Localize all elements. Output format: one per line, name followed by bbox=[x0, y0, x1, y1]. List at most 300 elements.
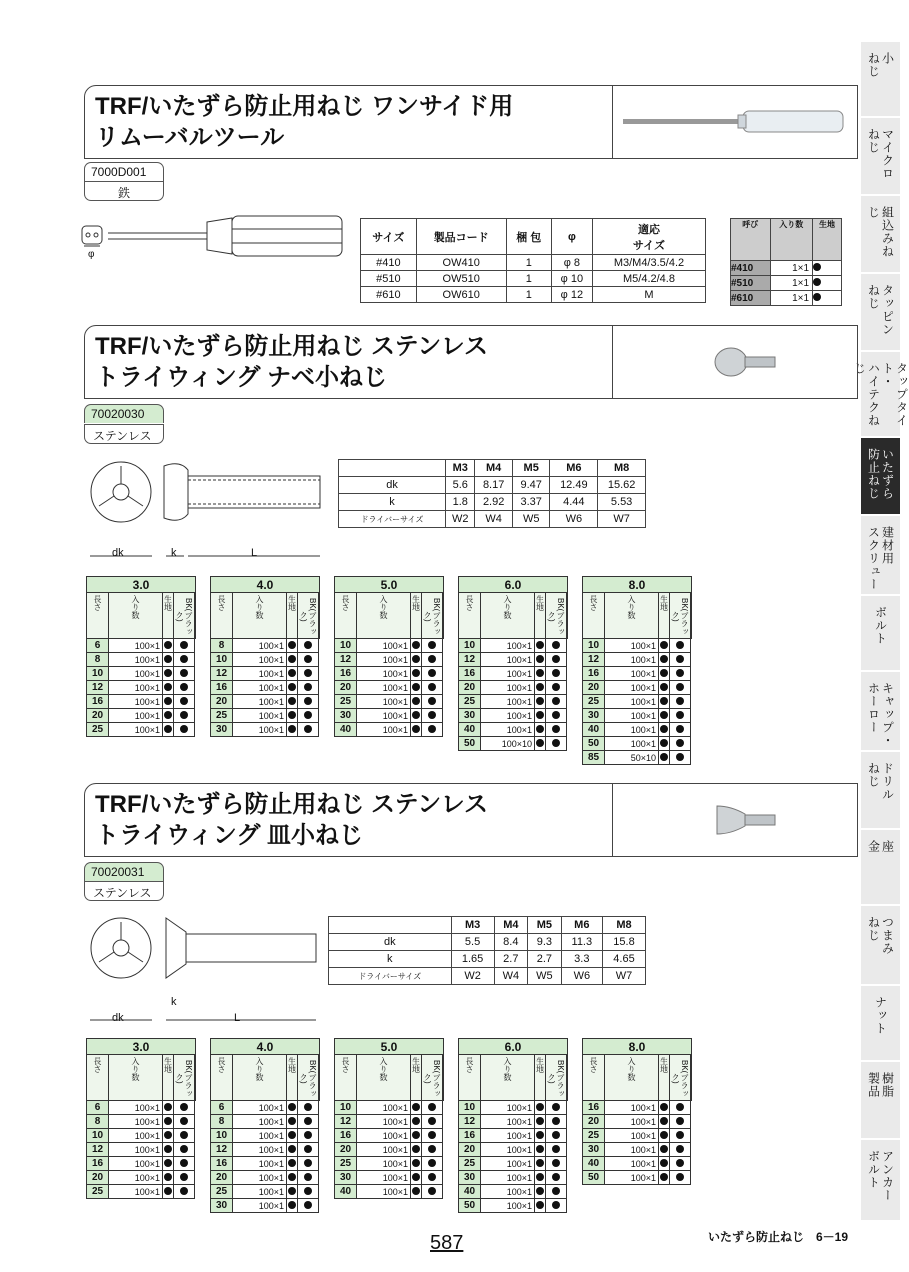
available-dot bbox=[813, 278, 821, 286]
available-dot bbox=[428, 1173, 436, 1181]
col-header: 長さ bbox=[93, 1057, 102, 1073]
col-header: 入り数 bbox=[379, 595, 388, 619]
qty-cell: 100×1 bbox=[357, 1185, 411, 1199]
dim-cell: W6 bbox=[561, 968, 602, 985]
side-tab-label: 建材用 スクリュー bbox=[866, 526, 895, 591]
qty-cell: 100×1 bbox=[357, 723, 411, 737]
qty-cell: 100×1 bbox=[605, 709, 659, 723]
side-tab[interactable] bbox=[861, 118, 900, 196]
screwdriver-icon bbox=[613, 86, 857, 158]
side-tab[interactable] bbox=[861, 986, 900, 1062]
side-tab-label: マイクロ ねじ bbox=[866, 128, 895, 180]
avail-cell bbox=[659, 681, 670, 695]
avail-cell bbox=[174, 1101, 195, 1115]
dim-cell: 1.65 bbox=[451, 951, 494, 968]
avail-cell bbox=[174, 1129, 195, 1143]
length-cell: 10 bbox=[211, 653, 233, 667]
side-tab[interactable] bbox=[861, 438, 900, 516]
size-table bbox=[458, 1038, 568, 1213]
available-dot bbox=[552, 1131, 560, 1139]
qty-cell: 100×1 bbox=[109, 1185, 163, 1199]
avail-cell bbox=[298, 1199, 319, 1213]
avail-cell bbox=[422, 1115, 443, 1129]
table-row bbox=[459, 737, 568, 751]
avail-cell bbox=[163, 639, 174, 653]
package-header: 呼び bbox=[731, 219, 771, 261]
available-dot bbox=[304, 641, 312, 649]
avail-cell bbox=[422, 1171, 443, 1185]
tool-drawing bbox=[82, 212, 352, 262]
pan-screw-photo bbox=[613, 326, 857, 398]
avail-cell bbox=[298, 681, 319, 695]
side-tab-label: 座 金 bbox=[866, 840, 895, 853]
avail-cell bbox=[670, 653, 691, 667]
avail-cell bbox=[546, 1157, 567, 1171]
length-cell: 16 bbox=[211, 1157, 233, 1171]
size-table bbox=[210, 1038, 320, 1213]
available-dot bbox=[164, 1103, 172, 1111]
side-tab[interactable] bbox=[861, 516, 900, 596]
available-dot bbox=[536, 739, 544, 747]
table-row bbox=[211, 709, 320, 723]
size-table bbox=[334, 1038, 444, 1199]
table-row bbox=[87, 1115, 196, 1129]
length-cell: 16 bbox=[583, 667, 605, 681]
table-row bbox=[211, 1101, 320, 1115]
available-dot bbox=[288, 683, 296, 691]
dim-cell: W4 bbox=[475, 511, 513, 528]
qty-cell: 100×1 bbox=[357, 1171, 411, 1185]
qty-cell: 100×1 bbox=[233, 1157, 287, 1171]
table-row bbox=[335, 1129, 444, 1143]
available-dot bbox=[164, 669, 172, 677]
length-cell: 12 bbox=[211, 1143, 233, 1157]
length-cell: 12 bbox=[87, 1143, 109, 1157]
table-row bbox=[87, 667, 196, 681]
qty-cell: 100×1 bbox=[605, 1171, 659, 1185]
avail-cell bbox=[163, 1115, 174, 1129]
table-row bbox=[211, 667, 320, 681]
available-dot bbox=[412, 711, 420, 719]
qty-cell: 100×1 bbox=[233, 1101, 287, 1115]
side-tab[interactable] bbox=[861, 274, 900, 352]
side-tab-label: ボルト bbox=[873, 606, 888, 645]
available-dot bbox=[180, 1159, 188, 1167]
side-tab[interactable] bbox=[861, 906, 900, 986]
length-cell: 30 bbox=[583, 1143, 605, 1157]
available-dot bbox=[660, 1117, 668, 1125]
col-header: BK(ブラック) bbox=[299, 597, 318, 636]
base-cell bbox=[813, 276, 842, 291]
dim-header bbox=[339, 460, 446, 477]
col-header: BK(ブラック) bbox=[547, 1059, 566, 1098]
flat-screw-icon bbox=[613, 784, 857, 856]
available-dot bbox=[660, 669, 668, 677]
available-dot bbox=[164, 1131, 172, 1139]
avail-cell bbox=[546, 709, 567, 723]
col-header: BK(ブラック) bbox=[175, 597, 194, 636]
dim-cell: W2 bbox=[446, 511, 475, 528]
side-tab-label: つまみ ねじ bbox=[866, 916, 895, 955]
table-row bbox=[583, 751, 692, 765]
avail-cell bbox=[411, 667, 422, 681]
table-row bbox=[211, 1171, 320, 1185]
size-cell: #610 bbox=[731, 291, 771, 306]
available-dot bbox=[304, 1103, 312, 1111]
qty-cell: 100×1 bbox=[605, 1101, 659, 1115]
spec-header: 梱 包 bbox=[506, 219, 551, 255]
available-dot bbox=[412, 1173, 420, 1181]
col-header: 生地 bbox=[287, 595, 297, 611]
table-row bbox=[87, 681, 196, 695]
length-cell: 50 bbox=[459, 737, 481, 751]
available-dot bbox=[180, 655, 188, 663]
available-dot bbox=[164, 711, 172, 719]
available-dot bbox=[304, 697, 312, 705]
dim-cell: k bbox=[339, 494, 446, 511]
available-dot bbox=[164, 1173, 172, 1181]
length-cell: 16 bbox=[335, 1129, 357, 1143]
table-row bbox=[339, 511, 646, 528]
length-cell: 20 bbox=[335, 1143, 357, 1157]
dk-label: dk bbox=[112, 1012, 124, 1024]
avail-cell bbox=[411, 695, 422, 709]
side-tab-label: タッピン ねじ bbox=[866, 284, 895, 336]
avail-cell bbox=[287, 639, 298, 653]
available-dot bbox=[428, 711, 436, 719]
table-row bbox=[87, 1101, 196, 1115]
available-dot bbox=[428, 683, 436, 691]
avail-cell bbox=[163, 1143, 174, 1157]
available-dot bbox=[180, 725, 188, 733]
available-dot bbox=[660, 711, 668, 719]
qty-cell: 100×1 bbox=[233, 1143, 287, 1157]
avail-cell bbox=[163, 1157, 174, 1171]
avail-cell bbox=[659, 751, 670, 765]
available-dot bbox=[412, 655, 420, 663]
size-cell: #410 bbox=[731, 261, 771, 276]
qty-cell: 100×1 bbox=[109, 639, 163, 653]
avail-cell bbox=[287, 1101, 298, 1115]
avail-cell bbox=[535, 1129, 546, 1143]
avail-cell bbox=[174, 1171, 195, 1185]
avail-cell bbox=[287, 681, 298, 695]
spec-header: 製品コード bbox=[416, 219, 506, 255]
col-header: 入り数 bbox=[503, 1057, 512, 1081]
side-tab[interactable] bbox=[861, 672, 900, 752]
spec-cell: OW410 bbox=[416, 255, 506, 271]
material-tag: 鉄 bbox=[84, 181, 164, 201]
dim-header: M3 bbox=[451, 917, 494, 934]
length-cell: 20 bbox=[211, 1171, 233, 1185]
table-row bbox=[583, 667, 692, 681]
avail-cell bbox=[535, 723, 546, 737]
avail-cell bbox=[535, 737, 546, 751]
avail-cell bbox=[659, 1129, 670, 1143]
size-cell: #510 bbox=[731, 276, 771, 291]
avail-cell bbox=[298, 1115, 319, 1129]
table-row bbox=[361, 287, 706, 303]
qty-cell: 100×1 bbox=[357, 1115, 411, 1129]
length-cell: 30 bbox=[459, 709, 481, 723]
available-dot bbox=[660, 683, 668, 691]
qty-cell: 100×1 bbox=[605, 639, 659, 653]
available-dot bbox=[412, 1117, 420, 1125]
available-dot bbox=[304, 683, 312, 691]
available-dot bbox=[660, 697, 668, 705]
spec-cell: φ 8 bbox=[551, 255, 592, 271]
col-header: 生地 bbox=[411, 595, 421, 611]
avail-cell bbox=[174, 723, 195, 737]
col-header: 生地 bbox=[535, 595, 545, 611]
side-tab-label: ドリル ねじ bbox=[866, 762, 895, 801]
length-cell: 50 bbox=[583, 1171, 605, 1185]
side-tab[interactable] bbox=[861, 830, 900, 906]
dim-cell: 9.47 bbox=[512, 477, 550, 494]
avail-cell bbox=[422, 1157, 443, 1171]
length-cell: 20 bbox=[583, 1115, 605, 1129]
avail-cell bbox=[287, 653, 298, 667]
avail-cell bbox=[535, 1185, 546, 1199]
avail-cell bbox=[659, 1115, 670, 1129]
available-dot bbox=[552, 669, 560, 677]
avail-cell bbox=[411, 1157, 422, 1171]
qty-cell: 100×1 bbox=[233, 653, 287, 667]
available-dot bbox=[428, 1117, 436, 1125]
avail-cell bbox=[659, 695, 670, 709]
length-cell: 25 bbox=[211, 1185, 233, 1199]
qty-cell: 100×1 bbox=[357, 1101, 411, 1115]
dim-header: M3 bbox=[446, 460, 475, 477]
package-header: 生地 bbox=[813, 219, 842, 261]
avail-cell bbox=[298, 695, 319, 709]
available-dot bbox=[536, 1117, 544, 1125]
size-table bbox=[582, 1038, 692, 1185]
avail-cell bbox=[535, 1199, 546, 1213]
available-dot bbox=[660, 1159, 668, 1167]
avail-cell bbox=[535, 1157, 546, 1171]
side-tab[interactable] bbox=[861, 1140, 900, 1222]
table-row bbox=[211, 1199, 320, 1213]
col-header: 長さ bbox=[217, 595, 226, 611]
dim-header bbox=[329, 917, 452, 934]
dim-cell: 2.7 bbox=[528, 951, 562, 968]
table-row bbox=[335, 1157, 444, 1171]
qty-cell: 100×1 bbox=[233, 1199, 287, 1213]
avail-cell bbox=[670, 681, 691, 695]
avail-cell bbox=[670, 723, 691, 737]
avail-cell bbox=[163, 1185, 174, 1199]
available-dot bbox=[164, 1117, 172, 1125]
side-tab[interactable] bbox=[861, 1062, 900, 1140]
available-dot bbox=[288, 641, 296, 649]
side-tab-label: 組込みね じ bbox=[866, 206, 895, 258]
qty-cell: 100×1 bbox=[233, 1171, 287, 1185]
col-header: 入り数 bbox=[627, 1057, 636, 1081]
table-row bbox=[87, 1185, 196, 1199]
avail-cell bbox=[298, 1101, 319, 1115]
qty-cell: 100×1 bbox=[481, 723, 535, 737]
avail-cell bbox=[287, 1171, 298, 1185]
available-dot bbox=[304, 1117, 312, 1125]
table-row bbox=[459, 723, 568, 737]
avail-cell bbox=[411, 681, 422, 695]
table-row bbox=[583, 1101, 692, 1115]
table-row bbox=[459, 1171, 568, 1185]
available-dot bbox=[552, 1117, 560, 1125]
length-cell: 12 bbox=[459, 1115, 481, 1129]
dim-cell: 5.5 bbox=[451, 934, 494, 951]
qty-cell: 100×1 bbox=[109, 1157, 163, 1171]
available-dot bbox=[813, 263, 821, 271]
material-tag: ステンレス bbox=[84, 424, 164, 444]
qty-cell: 50×10 bbox=[605, 751, 659, 765]
available-dot bbox=[552, 1173, 560, 1181]
spec-cell: φ 12 bbox=[551, 287, 592, 303]
avail-cell bbox=[535, 709, 546, 723]
table-row bbox=[335, 681, 444, 695]
available-dot bbox=[536, 1187, 544, 1195]
available-dot bbox=[304, 711, 312, 719]
avail-cell bbox=[163, 1129, 174, 1143]
side-tab[interactable] bbox=[861, 596, 900, 672]
avail-cell bbox=[659, 1101, 670, 1115]
available-dot bbox=[676, 1117, 684, 1125]
qty-cell: 100×1 bbox=[109, 653, 163, 667]
size-header: 6.0 bbox=[459, 1039, 568, 1055]
qty-cell: 100×1 bbox=[109, 681, 163, 695]
available-dot bbox=[536, 711, 544, 719]
available-dot bbox=[180, 711, 188, 719]
table-row bbox=[459, 695, 568, 709]
qty-cell: 1×1 bbox=[770, 261, 813, 276]
spec-cell: OW510 bbox=[416, 271, 506, 287]
spec-cell: M bbox=[592, 287, 705, 303]
qty-cell: 100×1 bbox=[605, 667, 659, 681]
col-header: 入り数 bbox=[131, 1057, 140, 1081]
available-dot bbox=[660, 753, 668, 761]
table-row bbox=[583, 653, 692, 667]
available-dot bbox=[676, 1131, 684, 1139]
L-label: L bbox=[251, 547, 258, 559]
dim-cell: 11.3 bbox=[561, 934, 602, 951]
avail-cell bbox=[670, 667, 691, 681]
available-dot bbox=[288, 655, 296, 663]
length-cell: 30 bbox=[211, 723, 233, 737]
length-cell: 20 bbox=[583, 681, 605, 695]
dim-cell: W6 bbox=[550, 511, 598, 528]
available-dot bbox=[536, 641, 544, 649]
size-header: 5.0 bbox=[335, 1039, 444, 1055]
avail-cell bbox=[535, 1143, 546, 1157]
side-tab[interactable] bbox=[861, 42, 900, 118]
avail-cell bbox=[298, 639, 319, 653]
avail-cell bbox=[659, 639, 670, 653]
dim-cell: 2.92 bbox=[475, 494, 513, 511]
table-row bbox=[459, 1115, 568, 1129]
available-dot bbox=[536, 697, 544, 705]
table-row bbox=[335, 709, 444, 723]
avail-cell bbox=[546, 1185, 567, 1199]
qty-cell: 100×1 bbox=[357, 639, 411, 653]
dim-cell: W7 bbox=[603, 968, 646, 985]
available-dot bbox=[164, 697, 172, 705]
avail-cell bbox=[659, 1157, 670, 1171]
length-cell: 16 bbox=[459, 1129, 481, 1143]
qty-cell: 100×1 bbox=[481, 1129, 535, 1143]
avail-cell bbox=[670, 737, 691, 751]
table-row bbox=[583, 695, 692, 709]
side-tab[interactable] bbox=[861, 752, 900, 830]
dim-header: M4 bbox=[494, 917, 528, 934]
dim-cell: ドライバーサイズ bbox=[329, 968, 452, 985]
length-cell: 25 bbox=[87, 723, 109, 737]
available-dot bbox=[676, 725, 684, 733]
avail-cell bbox=[546, 1199, 567, 1213]
section1-title-box bbox=[84, 85, 858, 159]
dim-header: M5 bbox=[528, 917, 562, 934]
qty-cell: 100×1 bbox=[605, 695, 659, 709]
avail-cell bbox=[422, 653, 443, 667]
table-row bbox=[211, 653, 320, 667]
footer-section: いたずら防止ねじ bbox=[708, 1230, 805, 1244]
length-cell: 12 bbox=[459, 653, 481, 667]
avail-cell bbox=[298, 709, 319, 723]
size-header: 8.0 bbox=[583, 1039, 692, 1055]
side-tab[interactable] bbox=[861, 196, 900, 274]
avail-cell bbox=[287, 667, 298, 681]
avail-cell bbox=[174, 639, 195, 653]
avail-cell bbox=[163, 1171, 174, 1185]
available-dot bbox=[288, 1117, 296, 1125]
size-header: 3.0 bbox=[87, 577, 196, 593]
side-tab[interactable] bbox=[852, 352, 909, 438]
available-dot bbox=[164, 1187, 172, 1195]
qty-cell: 100×1 bbox=[109, 709, 163, 723]
dim-header: M5 bbox=[512, 460, 550, 477]
avail-cell bbox=[174, 1143, 195, 1157]
available-dot bbox=[412, 683, 420, 691]
qty-cell: 100×1 bbox=[233, 639, 287, 653]
qty-cell: 100×1 bbox=[481, 667, 535, 681]
dim-cell: W5 bbox=[512, 511, 550, 528]
qty-cell: 100×1 bbox=[481, 1115, 535, 1129]
spec-header: φ bbox=[551, 219, 592, 255]
table-row bbox=[459, 1101, 568, 1115]
table-row bbox=[335, 723, 444, 737]
available-dot bbox=[428, 725, 436, 733]
length-cell: 12 bbox=[211, 667, 233, 681]
available-dot bbox=[552, 739, 560, 747]
avail-cell bbox=[163, 709, 174, 723]
dim-cell: 8.4 bbox=[494, 934, 528, 951]
table-row bbox=[583, 1129, 692, 1143]
avail-cell bbox=[546, 681, 567, 695]
dim-header: M4 bbox=[475, 460, 513, 477]
qty-cell: 100×1 bbox=[481, 639, 535, 653]
table-row bbox=[339, 477, 646, 494]
table-row bbox=[731, 261, 842, 276]
available-dot bbox=[552, 711, 560, 719]
dim-cell: dk bbox=[329, 934, 452, 951]
available-dot bbox=[660, 1173, 668, 1181]
available-dot bbox=[164, 1145, 172, 1153]
avail-cell bbox=[670, 709, 691, 723]
product-code-tag: 7000D001 bbox=[84, 162, 164, 181]
avail-cell bbox=[422, 639, 443, 653]
qty-cell: 100×1 bbox=[357, 1157, 411, 1171]
avail-cell bbox=[411, 653, 422, 667]
